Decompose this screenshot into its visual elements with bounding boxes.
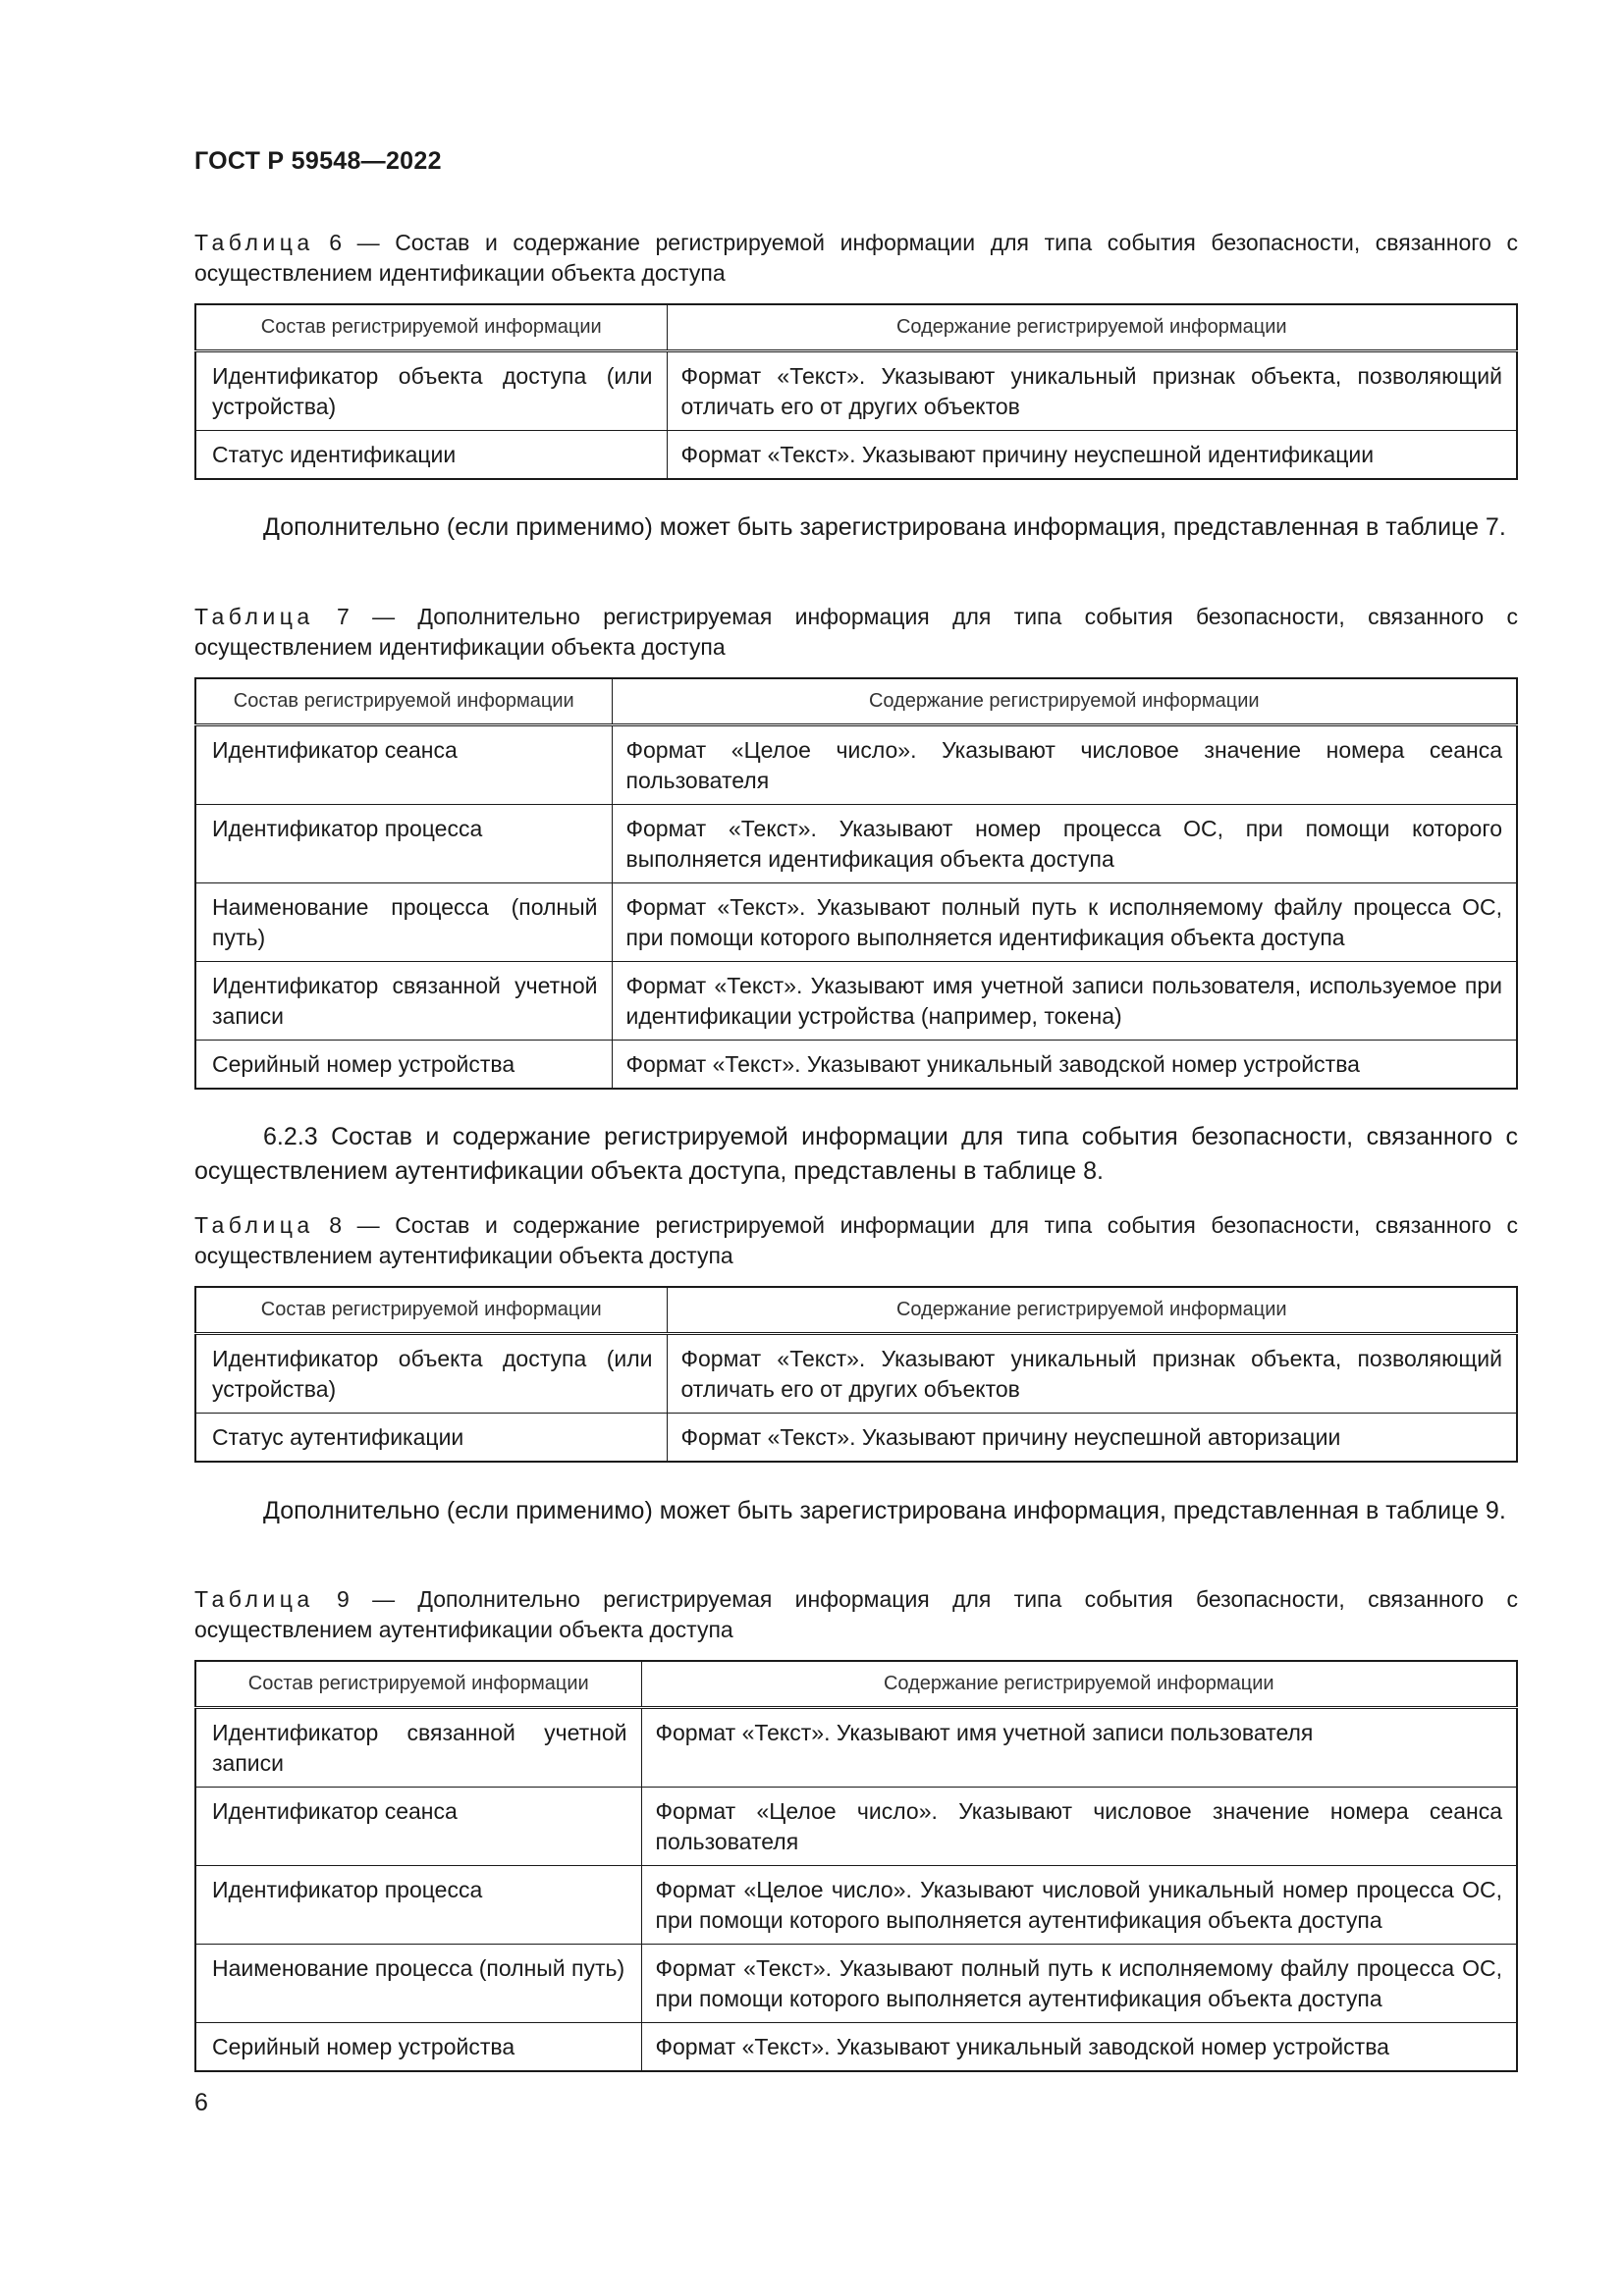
table-8-caption [194,1210,1518,1271]
table-row [195,962,1517,1041]
table-7 [194,677,1518,1090]
table-row [195,1708,1517,1788]
table-row [195,1866,1517,1945]
standard-code-header: ГОСТ Р 59548—2022 [194,147,442,175]
table-caption-text: 6 — Состав и содержание регистрируемой информации для типа события безопасности, связанного с осуществлением идентификации объекта доступа [194,230,1518,286]
row-name-cell: Идентификатор связанной учетной записи [195,962,612,1041]
page-number: 6 [194,2089,208,2116]
table-row [195,1334,1517,1414]
table-caption-text: 9 — Дополнительно регистрируемая информация для типа события безопасности, связанного с осуществлением аутентификации объекта доступа [194,1586,1518,1642]
row-content-cell: Формат «Текст». Указывают полный путь к исполняемому файлу процесса ОС, при помощи которого выполняется идентификация объекта доступа [612,883,1517,962]
table-9-caption [194,1584,1518,1645]
paragraph-section-6-2-3: 6.2.3 Состав и содержание регистрируемой информации для типа события безопасности, связанного с осуществлением аутентификации объекта доступа, представлены в таблице 8. [194,1123,1518,1185]
row-name-cell: Идентификатор сеанса [195,725,612,805]
row-content-cell: Формат «Текст». Указывают имя учетной записи пользователя, используемое при идентификации устройства (например, токена) [612,962,1517,1041]
table-6-caption [194,228,1518,289]
table-label: Таблица [194,1586,314,1612]
table-row [195,1945,1517,2023]
column-header-composition: Состав регистрируемой информации [195,1287,667,1334]
row-name-cell: Статус аутентификации [195,1414,667,1463]
table-header-row [195,678,1517,725]
table-row [195,883,1517,962]
row-content-cell: Формат «Текст». Указывают уникальный признак объекта, позволяющий отличать его от других объектов [667,351,1517,431]
row-content-cell: Формат «Текст». Указывают уникальный признак объекта, позволяющий отличать его от других объектов [667,1334,1517,1414]
row-name-cell: Статус идентификации [195,431,667,480]
row-content-cell: Формат «Текст». Указывают полный путь к исполняемому файлу процесса ОС, при помощи которого выполняется аутентификация объекта доступа [641,1945,1517,2023]
column-header-content: Содержание регистрируемой информации [667,304,1517,351]
table-row [195,1041,1517,1090]
table-caption-text: 7 — Дополнительно регистрируемая информация для типа события безопасности, связанного с осуществлением идентификации объекта доступа [194,604,1518,660]
table-row [195,1788,1517,1866]
row-content-cell: Формат «Целое число». Указывают числовое значение номера сеанса пользователя [612,725,1517,805]
row-name-cell: Наименование процесса (полный путь) [195,1945,641,2023]
row-content-cell: Формат «Целое число». Указывают числовое значение номера сеанса пользователя [641,1788,1517,1866]
table-row [195,431,1517,480]
table-row [195,2023,1517,2072]
row-content-cell: Формат «Текст». Указывают причину неуспешной авторизации [667,1414,1517,1463]
paragraph-additional-info-2: Дополнительно (если применимо) может быть зарегистрирована информация, представленная в таблице 9. [263,1497,1506,1524]
paragraph-additional-info-1: Дополнительно (если применимо) может быть зарегистрирована информация, представленная в таблице 7. [263,513,1506,541]
row-name-cell: Серийный номер устройства [195,1041,612,1090]
row-content-cell: Формат «Текст». Указывают номер процесса ОС, при помощи которого выполняется идентификация объекта доступа [612,805,1517,883]
row-name-cell: Идентификатор процесса [195,1866,641,1945]
row-name-cell: Идентификатор связанной учетной записи [195,1708,641,1788]
table-row [195,351,1517,431]
row-name-cell: Идентификатор процесса [195,805,612,883]
row-name-cell: Идентификатор сеанса [195,1788,641,1866]
row-name-cell: Серийный номер устройства [195,2023,641,2072]
table-label: Таблица [194,604,314,629]
row-name-cell: Идентификатор объекта доступа (или устройства) [195,351,667,431]
row-name-cell: Наименование процесса (полный путь) [195,883,612,962]
table-caption-text: 8 — Состав и содержание регистрируемой информации для типа события безопасности, связанного с осуществлением аутентификации объекта доступа [194,1212,1518,1268]
row-content-cell: Формат «Целое число». Указывают числовой уникальный номер процесса ОС, при помощи которого выполняется аутентификация объекта доступа [641,1866,1517,1945]
table-6 [194,303,1518,480]
table-header-row [195,1287,1517,1334]
table-header-row [195,1661,1517,1708]
row-content-cell: Формат «Текст». Указывают уникальный заводской номер устройства [612,1041,1517,1090]
table-header-row [195,304,1517,351]
column-header-composition: Состав регистрируемой информации [195,678,612,725]
column-header-content: Содержание регистрируемой информации [641,1661,1517,1708]
table-7-caption [194,602,1518,663]
row-content-cell: Формат «Текст». Указывают причину неуспешной идентификации [667,431,1517,480]
table-row [195,805,1517,883]
table-label: Таблица [194,230,314,255]
column-header-content: Содержание регистрируемой информации [612,678,1517,725]
row-content-cell: Формат «Текст». Указывают имя учетной записи пользователя [641,1708,1517,1788]
column-header-composition: Состав регистрируемой информации [195,1661,641,1708]
row-name-cell: Идентификатор объекта доступа (или устройства) [195,1334,667,1414]
table-row [195,1414,1517,1463]
table-label: Таблица [194,1212,314,1238]
table-9 [194,1660,1518,2072]
column-header-composition: Состав регистрируемой информации [195,304,667,351]
column-header-content: Содержание регистрируемой информации [667,1287,1517,1334]
table-8 [194,1286,1518,1463]
table-row [195,725,1517,805]
row-content-cell: Формат «Текст». Указывают уникальный заводской номер устройства [641,2023,1517,2072]
